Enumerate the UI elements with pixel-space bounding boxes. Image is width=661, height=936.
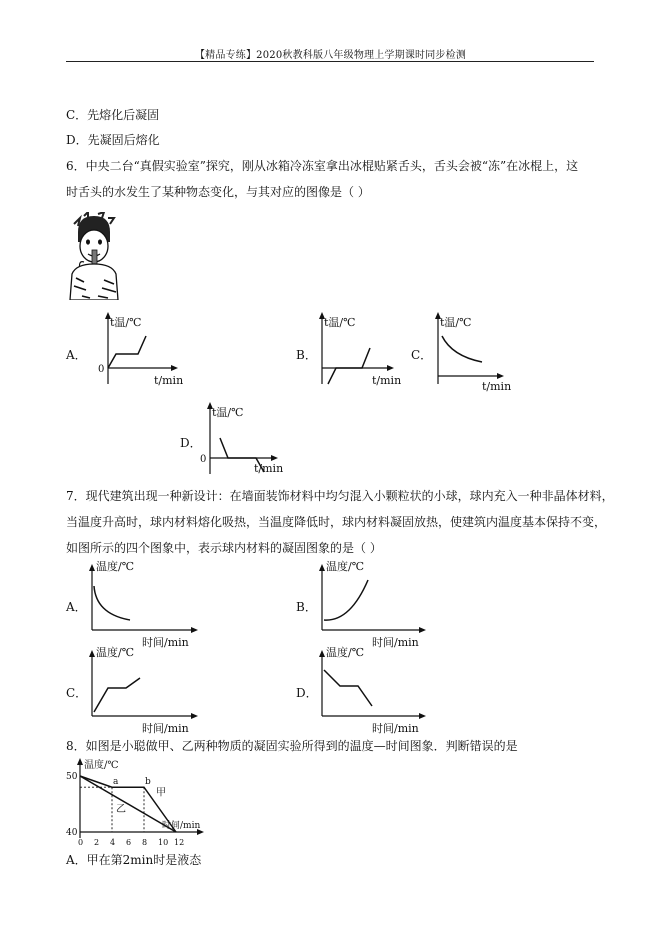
- y-axis-label: 温度/℃: [96, 560, 135, 573]
- x-tick-label: 6: [126, 838, 132, 847]
- x-tick-label: 8: [142, 838, 148, 847]
- x-axis-arrow: [419, 713, 426, 719]
- x-tick-label: 0: [78, 838, 84, 847]
- x-axis-label: 时间/min: [142, 722, 189, 735]
- q7-stem-line2: 当温度升高时，球内材料熔化吸热，当温度降低时，球内材料凝固放热，使建筑内温度基本保持不变，: [66, 515, 607, 529]
- header-rule: [66, 61, 594, 62]
- y-axis-label: t温/℃: [440, 316, 472, 329]
- series-yi-label: 乙: [116, 803, 126, 815]
- x-axis-arrow: [497, 373, 504, 379]
- q7-stem-line3: 如图所示的四个图象中，表示球内材料的凝固图象的是（ ）: [66, 541, 382, 555]
- series-yi-line: [80, 776, 176, 832]
- y-axis-label: t温/℃: [110, 316, 142, 329]
- x-axis-label: 时间/min: [142, 636, 189, 649]
- y-axis-arrow: [319, 650, 325, 657]
- q8-stem-line1: 8．如图是小聪做甲、乙两种物质的凝固实验所得到的温度—时间图象．判断错误的是: [66, 739, 518, 753]
- x-axis-arrow: [191, 713, 198, 719]
- x-tick-label: 2: [94, 838, 100, 847]
- y-axis-label: 温度/℃: [326, 560, 365, 573]
- q7-option-a-label[interactable]: A．: [66, 600, 87, 614]
- y-axis-label: t温/℃: [212, 406, 244, 419]
- point-a-label: a: [113, 777, 119, 788]
- q7-graph-b[interactable]: [314, 560, 438, 650]
- curve-line: [94, 678, 140, 712]
- x-axis-arrow: [419, 627, 426, 633]
- x-axis-label: t/min: [372, 374, 402, 387]
- q6-option-c-label[interactable]: C．: [411, 348, 433, 362]
- y-axis-label: 温度/℃: [326, 646, 365, 659]
- x-axis-label: t/min: [482, 380, 512, 393]
- curve-line: [324, 580, 368, 620]
- x-axis-label: 时间/min: [372, 722, 419, 735]
- origin-label: 0: [200, 454, 207, 465]
- boy-with-popsicle-illustration: [64, 212, 124, 300]
- q7-graph-d[interactable]: [314, 646, 438, 736]
- q8-option-a[interactable]: A．甲在第2min时是液态: [66, 853, 202, 867]
- y-tick-label: 50: [66, 772, 78, 782]
- x-tick-label: 12: [174, 838, 185, 847]
- q5-option-d[interactable]: D．先凝固后熔化: [66, 133, 160, 147]
- page-header-title: 【精品专练】2020秋教科版八年级物理上学期课时同步检测: [194, 50, 467, 61]
- y-axis-arrow: [77, 758, 83, 765]
- x-axis-arrow: [387, 365, 394, 371]
- y-axis-label: 温度/℃: [96, 646, 135, 659]
- q6-stem-line1: 6．中央二台“真假实验室”探究，刚从冰箱冷冻室拿出冰棍贴紧舌头，舌头会被“冻”在冰棍上，这: [66, 159, 579, 173]
- q6-graph-d[interactable]: [194, 400, 294, 480]
- x-axis-label: t/min: [254, 462, 284, 475]
- q6-option-b-label[interactable]: B．: [296, 348, 317, 362]
- q7-option-c-label[interactable]: C．: [66, 686, 88, 700]
- q5-option-c[interactable]: C．先熔化后凝固: [66, 108, 160, 122]
- q6-graph-b[interactable]: [306, 310, 402, 394]
- q6-graph-a[interactable]: [92, 310, 188, 394]
- q6-graph-c[interactable]: [422, 310, 518, 394]
- q6-option-d-label[interactable]: D．: [180, 436, 202, 450]
- curve-line: [442, 336, 482, 362]
- point-b-label: b: [145, 777, 151, 788]
- q8-chart: [64, 756, 214, 848]
- q7-graph-a[interactable]: [84, 560, 208, 650]
- series-jia-label: 甲: [156, 787, 166, 799]
- origin-label: 0: [98, 364, 105, 375]
- y-axis-label: 温度/℃: [84, 760, 119, 771]
- x-axis-arrow: [191, 627, 198, 633]
- y-axis-arrow: [89, 564, 95, 571]
- q7-graph-c[interactable]: [84, 646, 208, 736]
- q6-option-a-label[interactable]: A．: [66, 348, 87, 362]
- x-tick-label: 4: [110, 838, 116, 847]
- curve-line: [94, 586, 130, 620]
- q7-option-d-label[interactable]: D．: [296, 686, 318, 700]
- x-axis-arrow: [171, 365, 178, 371]
- y-axis-arrow: [89, 650, 95, 657]
- q6-stem-line2: 时舌头的水发生了某种物态变化，与其对应的图像是（ ）: [66, 185, 370, 199]
- y-axis-arrow: [319, 564, 325, 571]
- y-axis-label: t温/℃: [324, 316, 356, 329]
- curve-line: [324, 670, 372, 706]
- y-tick-label: 40: [66, 828, 78, 838]
- curve-line: [108, 336, 146, 368]
- q7-stem-line1: 7．现代建筑出现一种新设计：在墙面装饰材料中均匀混入小颗粒状的小球，球内充入一种非晶体材料，: [66, 489, 614, 503]
- x-tick-label: 10: [158, 838, 169, 847]
- curve-line: [328, 348, 370, 384]
- x-axis-label: t/min: [154, 374, 184, 387]
- x-axis-label: 时间/min: [372, 636, 419, 649]
- x-axis-label: 时间/min: [162, 821, 201, 831]
- q7-option-b-label[interactable]: B．: [296, 600, 317, 614]
- x-axis-arrow: [271, 455, 278, 461]
